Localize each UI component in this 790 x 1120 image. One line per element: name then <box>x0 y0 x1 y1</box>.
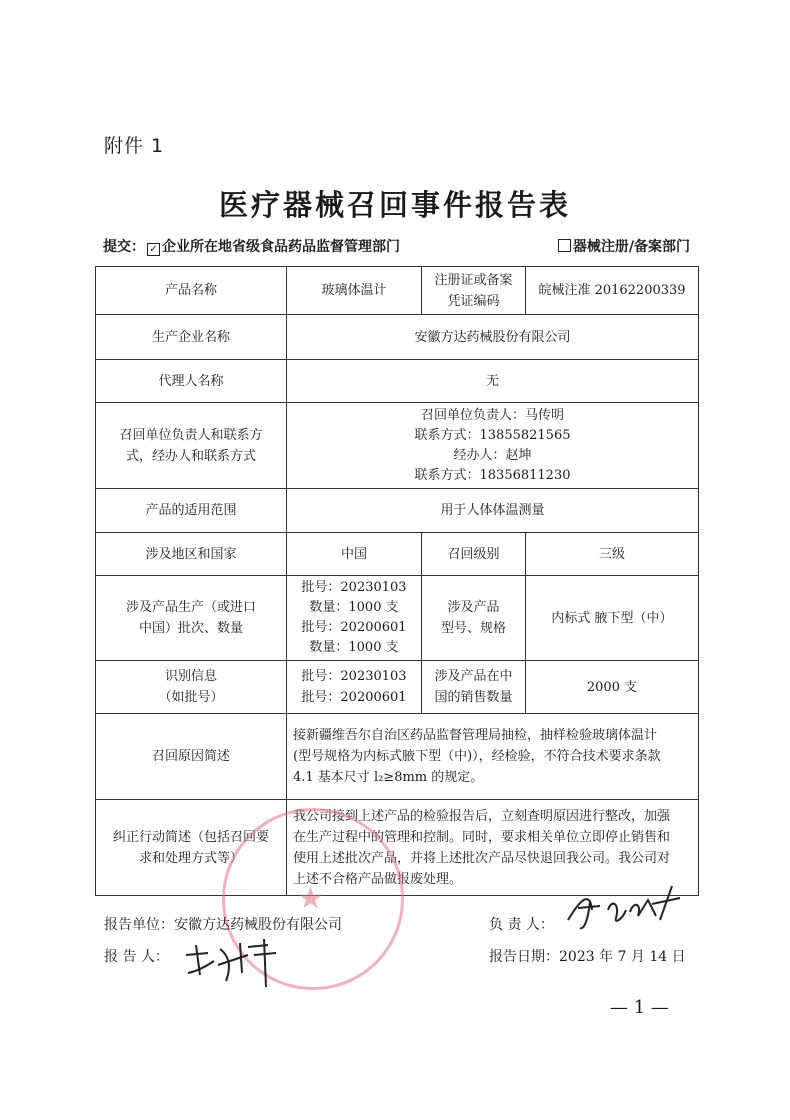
scope-label: 产品的适用范围 <box>96 489 287 533</box>
model-label <box>422 576 526 661</box>
report-date-value: 2023 年 7 月 14 日 <box>559 949 686 965</box>
page-number: — 1 — <box>610 997 669 1018</box>
sales-label-line1: 涉及产品在中 <box>434 669 513 684</box>
reason-line2: (型号规格为内标式腋下型（中)），经检验，不符合技术要求条款 <box>293 749 661 764</box>
responsible-signature <box>560 880 690 940</box>
contact-label-line1: 召回单位负责人和联系方 <box>119 427 263 443</box>
action-line1: 我公司接到上述产品的检验报告后，立刻查明原因进行整改，加强 <box>293 808 671 824</box>
seal-star-icon: ★ <box>297 881 324 916</box>
id-info-label-line2: （如批号） <box>158 690 224 705</box>
submit-option-checked: 企业所在地省级食品药品监督管理部门 <box>162 239 400 255</box>
batch-label-line1: 涉及产品生产（或进口 <box>125 600 256 615</box>
id-info-value <box>287 661 422 714</box>
recall-level-value: 三级 <box>526 533 699 576</box>
submit-line-right <box>556 236 690 256</box>
document-title: 医疗器械召回事件报告表 <box>218 188 571 222</box>
model-label-line2: 型号、规格 <box>440 621 506 636</box>
action-line4: 上述不合格产品做报废处理。 <box>293 871 463 887</box>
action-label-line1: 纠正行动简述（包括召回要 <box>112 829 269 845</box>
reason-label: 召回原因简述 <box>96 714 287 800</box>
batch-label <box>96 576 287 661</box>
reason-line1: 接新疆维吾尔自治区药品监督管理局抽检，抽样检验玻璃体温计 <box>293 728 658 743</box>
reporter-label: 报 告 人： <box>104 949 169 965</box>
recall-report-table <box>95 266 699 896</box>
region-label: 涉及地区和国家 <box>96 533 287 576</box>
reg-no-label-line2: 凭证编码 <box>447 293 500 309</box>
unchecked-checkbox[interactable] <box>558 239 571 252</box>
batch-line1: 批号：20230103 <box>301 580 407 595</box>
reason-value <box>287 714 699 800</box>
reporter <box>104 946 169 966</box>
report-unit-value: 安徽方达药械股份有限公司 <box>174 917 342 933</box>
reporter-signature <box>178 925 288 995</box>
submit-prefix: 提交： <box>103 239 145 255</box>
recall-level-label: 召回级别 <box>422 533 526 576</box>
agent-value: 无 <box>287 360 699 403</box>
id-info-label-line1: 识别信息 <box>164 669 217 684</box>
contact-line1: 召回单位负责人：马传明 <box>420 407 564 423</box>
batch-label-line2: 中国）批次、数量 <box>138 621 243 636</box>
responsible-label: 负 责 人： <box>489 917 554 933</box>
id-line2: 批号：20200601 <box>301 690 407 705</box>
action-line3: 使用上述批次产品，并将上述批次产品尽快退回我公司。我公司对 <box>293 850 671 866</box>
model-label-line1: 涉及产品 <box>447 600 500 615</box>
region-value: 中国 <box>287 533 422 576</box>
sales-label <box>422 661 526 714</box>
batch-line4: 数量：1000 支 <box>309 640 399 655</box>
reg-no-label-line1: 注册证或备案 <box>434 272 513 288</box>
contact-line3: 经办人：赵坤 <box>453 447 532 463</box>
id-info-label <box>96 661 287 714</box>
product-name-label: 产品名称 <box>96 267 287 315</box>
reason-line3: 4.1 基本尺寸 l₂≥8mm 的规定。 <box>293 770 484 785</box>
id-line1: 批号：20230103 <box>301 669 407 684</box>
batch-line3: 批号：20200601 <box>301 620 407 635</box>
reg-no-value: 皖械注准 20162200339 <box>526 267 699 315</box>
report-date <box>489 946 686 966</box>
manufacturer-label: 生产企业名称 <box>96 315 287 360</box>
batch-line2: 数量：1000 支 <box>309 600 399 615</box>
report-unit-label: 报告单位： <box>104 917 174 933</box>
scope-value: 用于人体体温测量 <box>287 489 699 533</box>
attachment-label: 附件 1 <box>104 135 165 157</box>
submit-line <box>103 236 400 256</box>
contact-line2: 联系方式：13855821565 <box>414 427 571 443</box>
manufacturer-value: 安徽方达药械股份有限公司 <box>287 315 699 360</box>
sales-label-line2: 国的销售数量 <box>434 690 513 705</box>
submit-option-unchecked: 器械注册/备案部门 <box>572 239 690 255</box>
batch-value <box>287 576 422 661</box>
sales-value: 2000 支 <box>526 661 699 714</box>
agent-label: 代理人名称 <box>96 360 287 403</box>
contact-label-line2: 式，经办人和联系方式 <box>125 448 256 464</box>
model-value: 内标式 腋下型（中） <box>526 576 699 661</box>
action-line2: 在生产过程中的管理和控制。同时，要求相关单位立即停止销售和 <box>293 829 671 845</box>
contact-value <box>287 403 699 489</box>
contact-label <box>96 403 287 489</box>
action-label-line2: 求和处理方式等） <box>138 850 243 866</box>
report-date-label: 报告日期： <box>489 949 559 965</box>
reg-no-label <box>422 267 526 315</box>
product-name-value: 玻璃体温计 <box>287 267 422 315</box>
responsible-person <box>489 914 554 934</box>
contact-line4: 联系方式：18356811230 <box>414 467 571 483</box>
checked-checkbox[interactable]: ✓ <box>147 243 160 256</box>
